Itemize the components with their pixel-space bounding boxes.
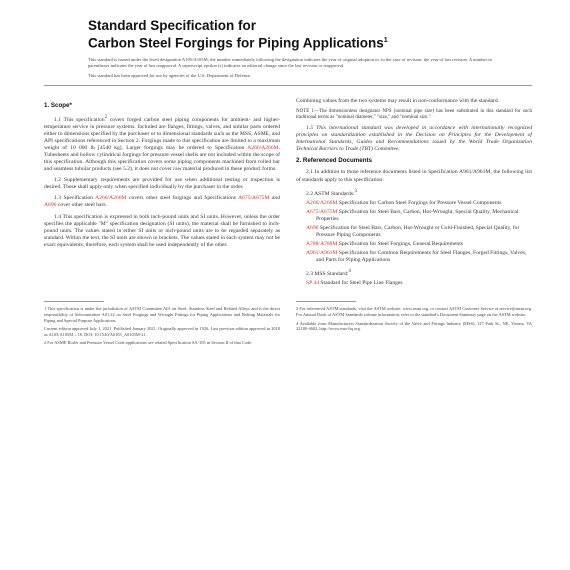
reference-item [306, 250, 532, 264]
paragraph-2-1: 2.1 In addition to those reference documents listed in Specification A961/A961M, the following list of standards apply to this specification: [296, 169, 532, 183]
paragraph-1-2: 1.2 Supplementary requirements are provided for use when additional testing or inspection is desired. These shall apply only when specified individually by the purchaser in the order. [44, 177, 280, 191]
reference-title: Specification for Steel Bars, Carbon, Hot-Wrought or Cold-Finished, Special Quality, for Pressure Piping Components [316, 224, 520, 238]
footnote: 4 Available from Manufacturers Standardization Society of the Valve and Fittings Industry (MSS), 127 Park St., NE, Vienna, VA 22180-4602, http://www.mss-hq.org. [296, 320, 532, 332]
title-block [88, 18, 532, 79]
footnote: Current edition approved July 1, 2021. Published January 2021. Originally approved in 1926. Last previous edition approved in 2018 as A105/A105M – 18. DOI: 10.1520/A0105_A0105M-21. [44, 326, 280, 337]
body-columns [44, 98, 532, 292]
reference-code-link[interactable]: A266/A266M [306, 199, 338, 206]
reference-item [306, 209, 532, 223]
reference-item [306, 241, 532, 248]
astm-standards-heading: 2.2 ASTM Standards:$^3$ [306, 188, 357, 197]
mss-standard-heading: 2.3 MSS Standard:$^4$ [306, 269, 351, 278]
intro-notes [88, 57, 508, 79]
title-line-2: Carbon Steel Forgings for Piping Applications [88, 35, 384, 51]
dod-approval-note: This standard has been approved for use by agencies of the U.S. Department of Defense. [88, 72, 251, 78]
footnote: 2 For ASME Boiler and Pressure Vessel Code applications see related Specification SA-105 in Section II of that Code. [44, 340, 253, 346]
reference-item [306, 200, 532, 207]
paragraph-1-3: 1.3 Specification A266/A266M covers other steel forgings and Specifications A675/A675M and A696 cover other steel bars. [44, 195, 280, 209]
footnotes-area [44, 295, 532, 349]
ref-link-a675[interactable]: A675/A675M [238, 195, 270, 202]
footnote-divider [296, 301, 356, 302]
designation-note: This standard is issued under the fixed designation A105/A105M; the number immediately following the designation indicates the year of original adoption or, in the case of revision, the year of last revision. A number in parentheses indicates the year of last reapproval. A superscript epsilon (ε) indicates an editorial change since the last revision or reapproval. [88, 56, 492, 68]
paragraph-1-1: 1.1 This specification$^2$ covers forged carbon steel piping components for ambient- and higher-temperature service in pressure systems. Included are flanges, fittings, valves, and similar parts ordered either to dimensions specified by the purchaser or to dimensional standards such as the MSS, ASME, and API specifications referenced in Section 2. Forgings made to this specification are limited to a maximum weight of 10 000 lb [4540 kg]. Larger forgings may be ordered to Specification A266/A266M. Tubesheets and hollow cylindrical forgings for pressure vessel shells are not included within the scope of this specification. Although this specification covers some piping components machined from rolled bar and seamless tubular products (see 5.2), it does not cover raw material produced in these product forms. [44, 114, 280, 173]
referenced-documents-heading: 2. Referenced Documents [296, 157, 372, 165]
footnote-divider [44, 301, 104, 302]
reference-title: Specification for Common Requirements for Steel Flanges, Forged Fittings, Valves, and Parts for Piping Applications [316, 250, 527, 264]
reference-code-link[interactable]: A788/A788M [306, 241, 338, 248]
reference-code-link[interactable]: A696 [306, 224, 319, 231]
footnotes-left [44, 295, 280, 349]
document-title [88, 18, 532, 51]
reference-title: Specification for Steel Bars, Carbon, Hot-Wrought, Special Quality, Mechanical Properties [316, 208, 519, 222]
reference-code-link[interactable]: A961/A961M [306, 250, 338, 257]
footnote: 1 This specification is under the jurisdiction of ASTM Committee A01 on Steel, Stainless Steel and Related Alloys and is the direct responsibility of Subcommittee A01.22 on Steel Forgings and Wrought Fittings for Piping Applications and Bolting Materials for Piping and Special Purpose Applications. [44, 306, 280, 323]
paragraph-1-5: 1.5 This international standard was developed in accordance with internationally recognized principles on standardization established in the Decision on Principles for the Development of International Standards, Guides and Recommendations issued by the World Trade Organization Technical Barriers to Trade (TBT) Committee. [296, 125, 532, 153]
paragraph-1-4: 1.4 This specification is expressed in both inch-pound units and SI units. However, unless the order specifies the applicable "M" specification designation (SI units), the material shall be furnished to inch-pound units. The values stated in either SI units or inch-pound units are to be regarded separately as standard. Within the text, the SI units are shown in brackets. The values stated in each system may not be exact equivalents; therefore, each system shall be used independently of the other. [44, 213, 280, 248]
left-column [44, 98, 280, 292]
ref-link-a266[interactable]: A266/A266M [247, 144, 279, 151]
footnote: 3 For referenced ASTM standards, visit the ASTM website, www.astm.org, or contact ASTM Customer Service at service@astm.org. For Annual Book of ASTM Standards volume information, refer to the standard's Document Summary page on the ASTM website. [296, 306, 532, 317]
reference-item [306, 225, 532, 239]
ref-link-a696[interactable]: A696 [44, 202, 57, 209]
reference-item [306, 280, 532, 287]
reference-title: Specification for Carbon Steel Forgings for Pressure Vessel Components [337, 199, 502, 206]
paragraph-1-4-continued: Combining values from the two systems may result in non-conformance with the standard. [296, 97, 500, 104]
reference-title: Specification for Steel Forgings, General Requirements [337, 241, 463, 248]
ref-link-a266[interactable]: A266/A266M [95, 195, 127, 202]
reference-code-link[interactable]: SP 44 [306, 280, 320, 287]
note-1: NOTE 1—The dimensionless designator NPS (nominal pipe size) has been substituted in this standard for such traditional terms as "nominal diameter," "size," and "nominal size." [296, 108, 532, 120]
title-footnote-marker: 1 [383, 37, 388, 44]
astm-reference-list [306, 200, 532, 265]
mss-reference-list [306, 280, 532, 287]
right-column [296, 98, 532, 292]
reference-code-link[interactable]: A675/A675M [306, 208, 338, 215]
scope-heading: 1. Scope* [44, 101, 72, 109]
reference-title: Standard for Steel Pipe Line Flanges [319, 280, 403, 287]
footnotes-right [296, 295, 532, 349]
header-divider [44, 85, 532, 86]
title-line-1: Standard Specification for [88, 18, 257, 33]
